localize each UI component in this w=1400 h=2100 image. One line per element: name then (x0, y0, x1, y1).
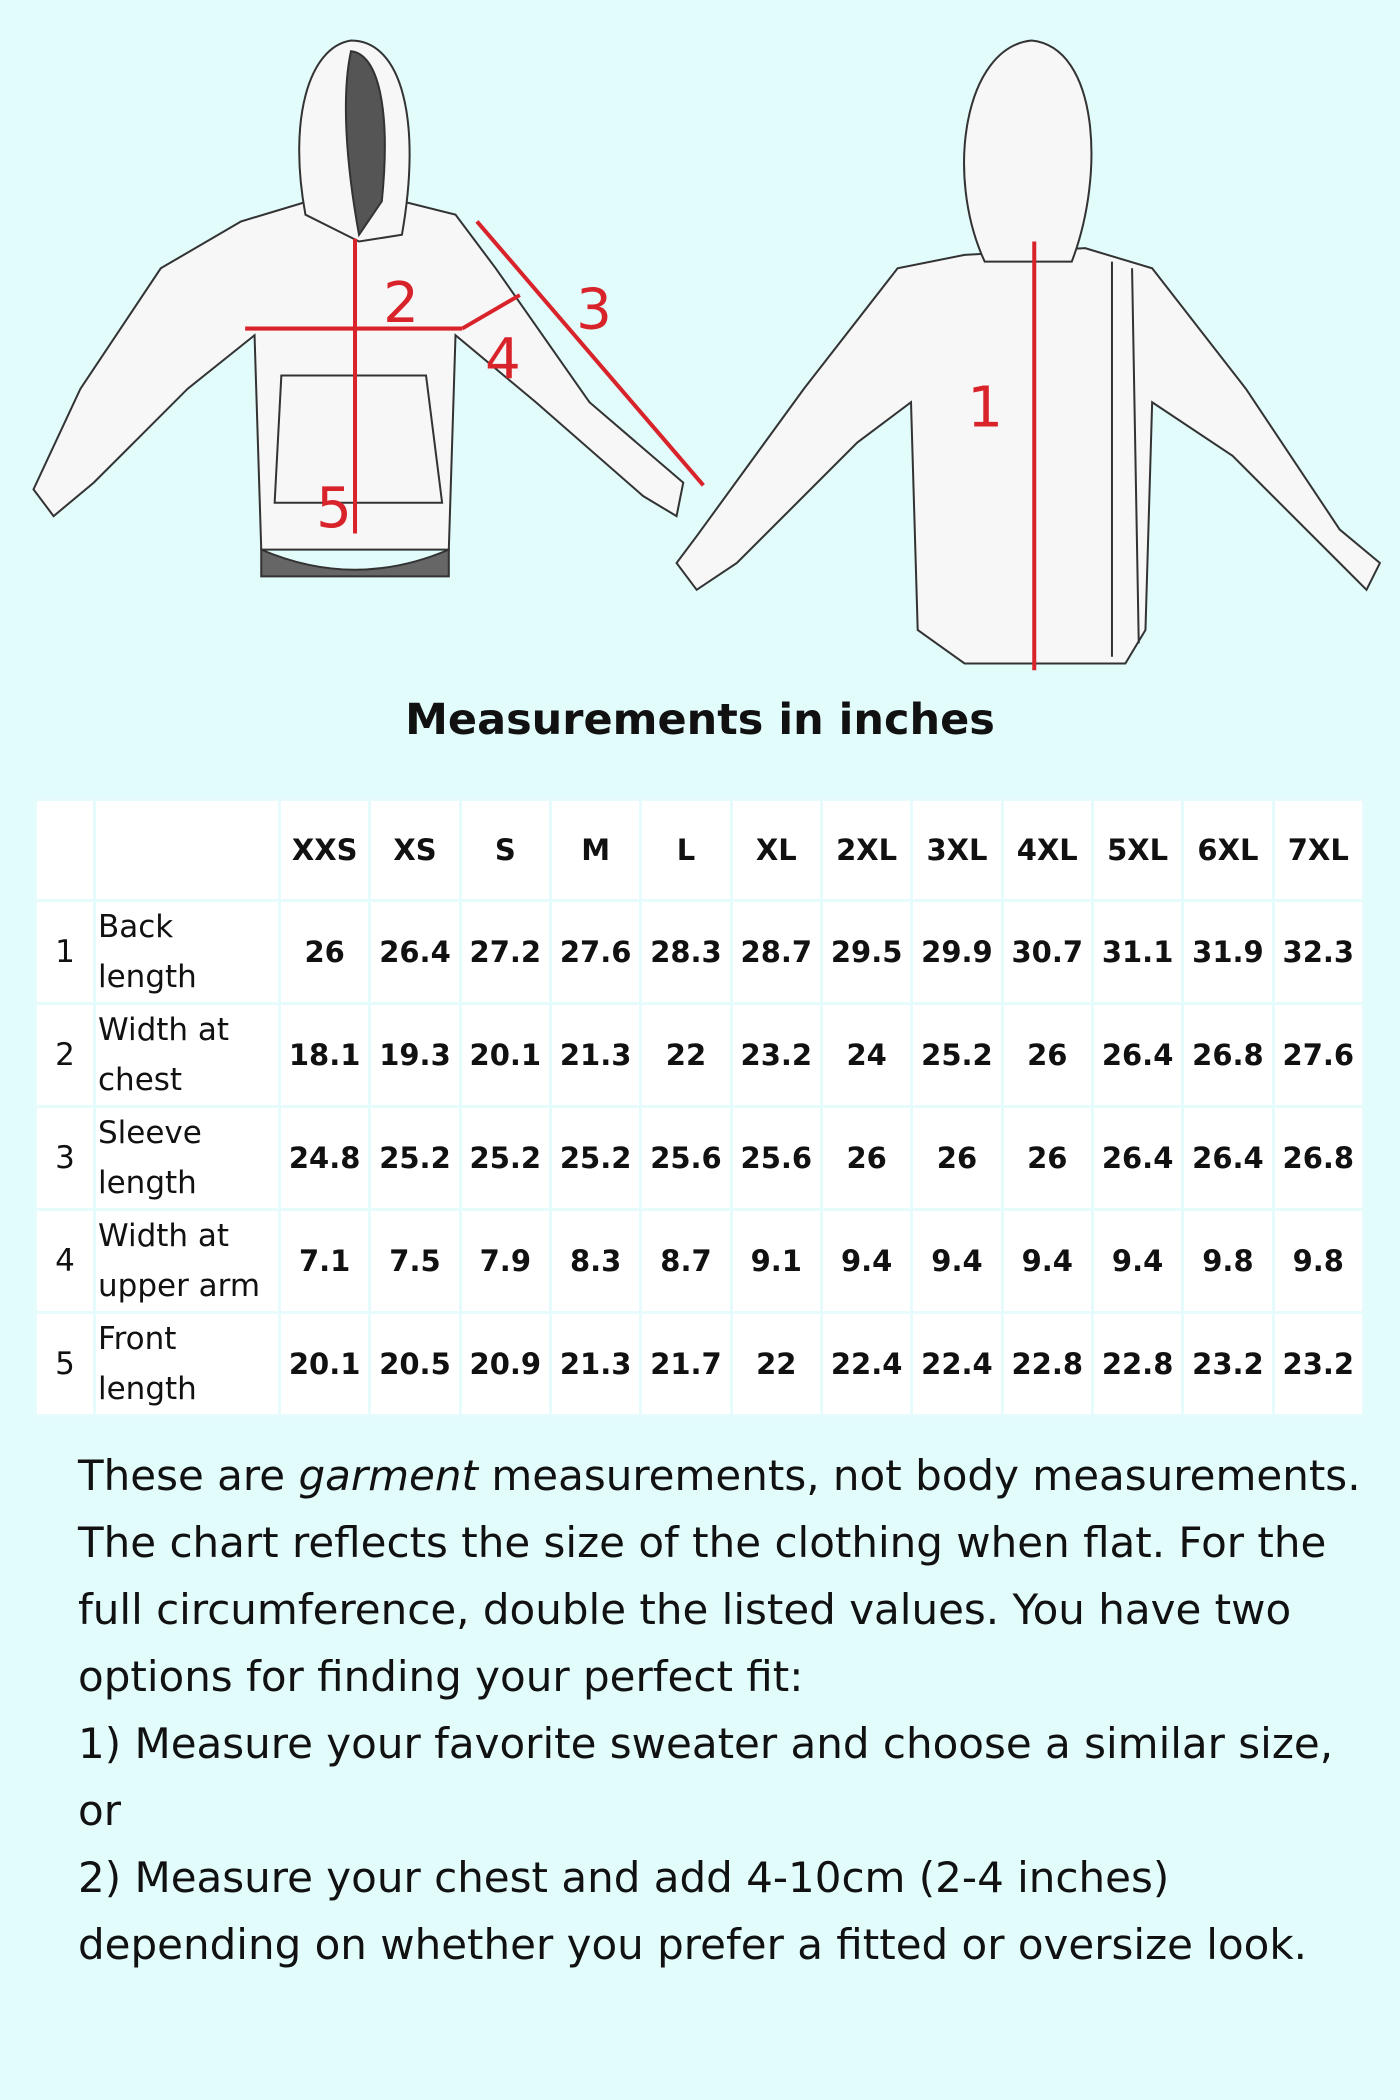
hoodie-back (677, 41, 1380, 664)
note-intro-end: measurements, not body measurements. The chart reflects the size of the clothing when flat. For the full circumference, double the listed values. You have two options for finding your perfect fit: (78, 1451, 1361, 1701)
measurement-cell: 25.6 (641, 1107, 731, 1210)
size-header: 2XL (821, 800, 911, 901)
size-header: XXS (280, 800, 370, 901)
measurement-cell: 32.3 (1273, 901, 1363, 1004)
measurement-cell: 19.3 (370, 1004, 460, 1107)
measurement-cell: 26.8 (1183, 1004, 1273, 1107)
row-label: Width at chest (95, 1004, 280, 1107)
table-row (36, 1004, 1364, 1107)
measurement-cell: 9.8 (1183, 1210, 1273, 1313)
measurement-cell: 9.4 (1092, 1210, 1182, 1313)
fit-note (78, 1442, 1368, 1978)
row-label: Sleeve length (95, 1107, 280, 1210)
measurement-cell: 26 (1002, 1107, 1092, 1210)
size-header: 5XL (1092, 800, 1182, 901)
measurement-cell: 9.8 (1273, 1210, 1363, 1313)
measurement-cell: 7.1 (280, 1210, 370, 1313)
measurement-cell: 30.7 (1002, 901, 1092, 1004)
measurement-cell: 23.2 (1273, 1313, 1363, 1416)
measurement-cell: 20.1 (280, 1313, 370, 1416)
measurement-cell: 18.1 (280, 1004, 370, 1107)
size-header: S (460, 800, 550, 901)
label-5: 5 (316, 475, 352, 541)
measurement-cell: 24 (821, 1004, 911, 1107)
measurement-cell: 26.8 (1273, 1107, 1363, 1210)
measurement-cell: 9.4 (912, 1210, 1002, 1313)
table-header-row (36, 800, 1364, 901)
measurement-cell: 31.1 (1092, 901, 1182, 1004)
measurement-cell: 21.7 (641, 1313, 731, 1416)
measurement-cell: 26.4 (1183, 1107, 1273, 1210)
measurement-cell: 26 (1002, 1004, 1092, 1107)
size-header: L (641, 800, 731, 901)
measurement-cell: 26.4 (1092, 1004, 1182, 1107)
row-label: Front length (95, 1313, 280, 1416)
row-number: 4 (36, 1210, 95, 1313)
measurement-cell: 27.6 (1273, 1004, 1363, 1107)
header-blank-num (36, 800, 95, 901)
measurement-cell: 22.4 (821, 1313, 911, 1416)
measurement-cell: 20.1 (460, 1004, 550, 1107)
measurement-cell: 26.4 (370, 901, 460, 1004)
measurement-cell: 28.7 (731, 901, 821, 1004)
table-row (36, 1313, 1364, 1416)
table-row (36, 1210, 1364, 1313)
measurement-cell: 29.9 (912, 901, 1002, 1004)
measurement-cell: 21.3 (550, 1313, 640, 1416)
size-header: 4XL (1002, 800, 1092, 901)
measurement-cell: 26 (821, 1107, 911, 1210)
measurement-cell: 24.8 (280, 1107, 370, 1210)
page-title: Measurements in inches (405, 695, 995, 745)
measurement-cell: 7.5 (370, 1210, 460, 1313)
size-header: XL (731, 800, 821, 901)
note-intro (78, 1442, 1368, 1710)
measurement-cell: 8.7 (641, 1210, 731, 1313)
measurement-cell: 21.3 (550, 1004, 640, 1107)
measurement-cell: 28.3 (641, 901, 731, 1004)
row-number: 2 (36, 1004, 95, 1107)
measurement-cell: 9.1 (731, 1210, 821, 1313)
measurement-cell: 31.9 (1183, 901, 1273, 1004)
measurement-cell: 25.2 (550, 1107, 640, 1210)
table-row (36, 1107, 1364, 1210)
note-intro-start: These are (78, 1451, 299, 1500)
row-label: Back length (95, 901, 280, 1004)
measurement-cell: 26 (912, 1107, 1002, 1210)
hoodie-measurement-illustration (0, 0, 1400, 700)
measurement-cell: 8.3 (550, 1210, 640, 1313)
measurement-cell: 23.2 (731, 1004, 821, 1107)
row-number: 1 (36, 901, 95, 1004)
measurement-cell: 9.4 (1002, 1210, 1092, 1313)
label-4: 4 (484, 327, 521, 393)
measurement-cell: 22.4 (912, 1313, 1002, 1416)
size-chart-table (34, 798, 1365, 1417)
measurement-cell: 26.4 (1092, 1107, 1182, 1210)
note-option-1: 1) Measure your favorite sweater and choose a similar size, or (78, 1719, 1334, 1835)
label-3: 3 (576, 277, 612, 343)
size-header: 6XL (1183, 800, 1273, 901)
measurement-cell: 22.8 (1002, 1313, 1092, 1416)
size-header: XS (370, 800, 460, 901)
measurement-cell: 20.5 (370, 1313, 460, 1416)
measurement-cell: 22.8 (1092, 1313, 1182, 1416)
header-blank-label (95, 800, 280, 901)
row-number: 3 (36, 1107, 95, 1210)
measurement-cell: 9.4 (821, 1210, 911, 1313)
measurement-cell: 29.5 (821, 901, 911, 1004)
measurement-cell: 27.2 (460, 901, 550, 1004)
measurement-cell: 26 (280, 901, 370, 1004)
measurement-cell: 23.2 (1183, 1313, 1273, 1416)
measurement-cell: 25.2 (912, 1004, 1002, 1107)
note-intro-emphasis: garment (298, 1451, 478, 1500)
size-header: 3XL (912, 800, 1002, 901)
measurement-cell: 22 (641, 1004, 731, 1107)
note-option-2: 2) Measure your chest and add 4-10cm (2-4 inches) depending on whether you prefer a fitted or oversize look. (78, 1853, 1308, 1969)
row-label: Width at upper arm (95, 1210, 280, 1313)
measurement-cell: 22 (731, 1313, 821, 1416)
measurement-cell: 20.9 (460, 1313, 550, 1416)
label-1: 1 (967, 375, 1004, 441)
label-2: 2 (383, 270, 419, 336)
measurement-cell: 27.6 (550, 901, 640, 1004)
measurement-cell: 25.2 (370, 1107, 460, 1210)
measurement-cell: 25.6 (731, 1107, 821, 1210)
row-number: 5 (36, 1313, 95, 1416)
size-header: M (550, 800, 640, 901)
measurement-cell: 25.2 (460, 1107, 550, 1210)
measurement-cell: 7.9 (460, 1210, 550, 1313)
size-header: 7XL (1273, 800, 1363, 901)
table-row (36, 901, 1364, 1004)
